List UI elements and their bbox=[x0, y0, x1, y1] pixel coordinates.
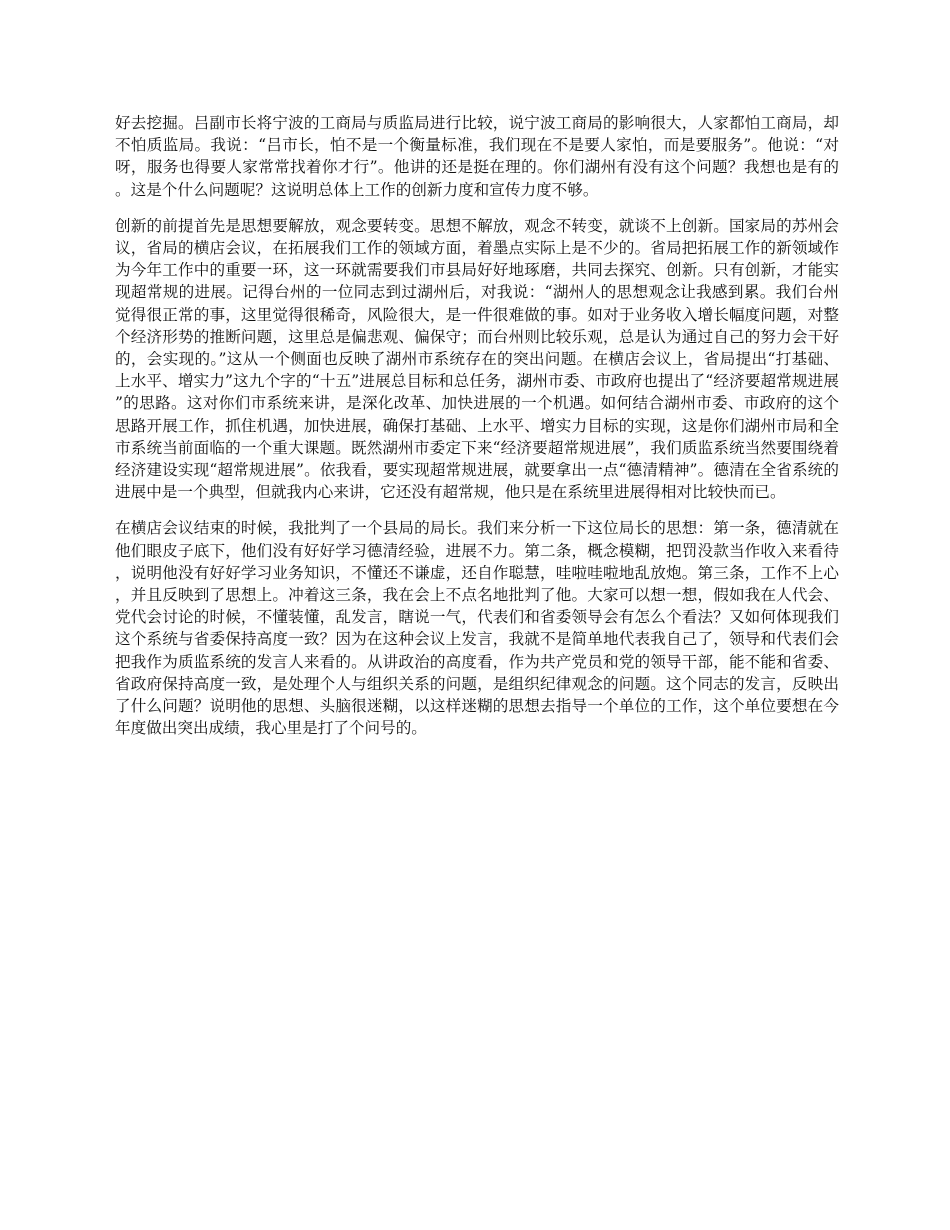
paragraph-3: 在横店会议结束的时候，我批判了一个县局的局长。我们来分析一下这位局长的思想：第一条，德清就在他们眼皮子底下，他们没有好好学习德清经验，进展不力。第二条，概念模糊，把罚没款当作收入来看待，说明他没有好好学习业务知识，不懂还不谦虚，还自作聪慧，哇啦哇啦地乱放炮。第三条，工作不上心，并且反映到了思想上。冲着这三条，我在会上不点名地批判了他。大家可以想一想，假如我在人代会、党代会讨论的时候，不懂装懂，乱发言，瞎说一气，代表们和省委领导会有怎么个看法？又如何体现我们这个系统与省委保持高度一致？因为在这种会议上发言，我就不是简单地代表我自己了，领导和代表们会把我作为质监系统的发言人来看的。从讲政治的高度看，作为共产党员和党的领导干部，能不能和省委、省政府保持高度一致，是处理个人与组织关系的问题，是组织纪律观念的问题。这个同志的发言，反映出了什么问题？说明他的思想、头脑很迷糊，以这样迷糊的思想去指导一个单位的工作，这个单位要想在今年度做出突出成绩，我心里是打了个问号的。 bbox=[115, 519, 839, 738]
document-body bbox=[115, 112, 839, 753]
paragraph-2: 创新的前提首先是思想要解放，观念要转变。思想不解放，观念不转变，就谈不上创新。国家局的苏州会议，省局的横店会议，在拓展我们工作的领域方面，着墨点实际上是不少的。省局把拓展工作的新领域作为今年工作中的重要一环，这一环就需要我们市县局好好地琢磨，共同去探究、创新。只有创新，才能实现超常规的进展。记得台州的一位同志到过湖州后，对我说：“湖州人的思想观念让我感到累。我们台州觉得很正常的事，这里觉得很稀奇，风险很大，是一件很难做的事。如对于业务收入增长幅度问题，对整个经济形势的推断问题，这里总是偏悲观、偏保守；而台州则比较乐观，总是认为通过自己的努力会干好的，会实现的。”这从一个侧面也反映了湖州市系统存在的突出问题。在横店会议上，省局提出“打基础、上水平、增实力”这九个字的“十五”进展总目标和总任务，湖州市委、市政府也提出了“经济要超常规进展”的思路。这对你们市系统来讲，是深化改革、加快进展的一个机遇。如何结合湖州市委、市政府的这个思路开展工作，抓住机遇，加快进展，确保打基础、上水平、增实力目标的实现，这是你们湖州市局和全市系统当前面临的一个重大课题。既然湖州市委定下来“经济要超常规进展”，我们质监系统当然要围绕着经济建设实现“超常规进展”。依我看，要实现超常规进展，就要拿出一点“德清精神”。德清在全省系统的进展中是一个典型，但就我内心来讲，它还没有超常规，他只是在系统里进展得相对比较快而已。 bbox=[115, 216, 839, 502]
paragraph-1: 好去挖掘。吕副市长将宁波的工商局与质监局进行比较，说宁波工商局的影响很大，人家都怕工商局，却不怕质监局。我说：“吕市长，怕不是一个衡量标准，我们现在不是要人家怕，而是要服务”。他说：“对呀，服务也得要人家常常找着你才行”。他讲的还是挺在理的。你们湖州有没有这个问题？我想也是有的。这是个什么问题呢？这说明总体上工作的创新力度和宣传力度不够。 bbox=[115, 114, 839, 199]
